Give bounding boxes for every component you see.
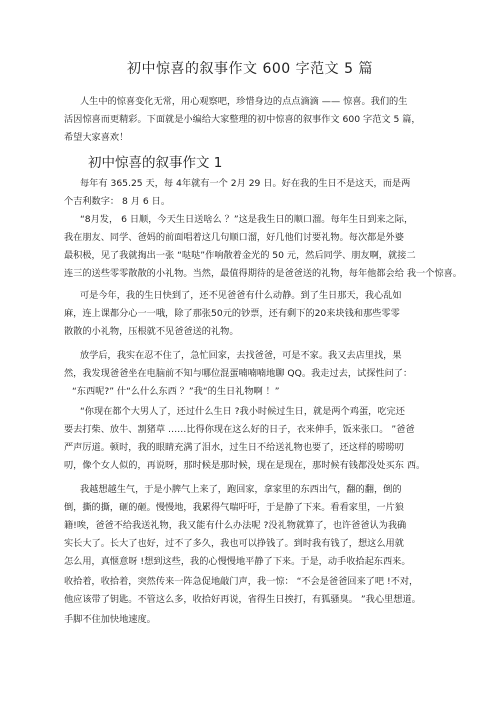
- body-line: 散散的小礼物，压根就不见爸爸送的礼物。: [64, 326, 239, 337]
- body-line: 手脚不住加快地速度。: [64, 614, 156, 625]
- body-line: 我在朋友、同学、爸妈的前面唱着这几句顺口溜，好几他们讨要礼物。每次都是外婆: [64, 232, 404, 243]
- intro-line: 人生中的惊喜变化无常，用心观察吧，珍惜身边的点点滴滴 —— 惊喜。我们的生: [80, 96, 408, 107]
- page-title: 初中惊喜的叙事作文 600 字范文 5 篇: [127, 61, 373, 77]
- body-line: 每年有 365.25 天，每 4年就有一个 2月 29 日。好在我的生日不是这天，而是两: [80, 178, 411, 189]
- body-line: 然，我发现爸爸坐在电脑前不知与哪位混蛋喃喃喃地聊 QQ。我走过去，试探性问了：: [64, 368, 413, 379]
- intro-line: 希望大家喜欢！: [64, 132, 129, 143]
- body-line: 怎么用，真惬意呀 !想到这些，我的心慢慢地平静了下来。于是，动手收拾起东西来。: [64, 556, 411, 567]
- body-line: 放学后，我实在忍不住了，急忙回家，去找爸爸，可是不家。我又去店里找，果: [80, 350, 402, 361]
- body-line: 倒，撕的撕，砸的砸。慢慢地，我累得气喘吁吁，于是静了下来。看看家里，一片狼: [64, 502, 404, 513]
- section-title: 初中惊喜的叙事作文 1: [88, 155, 223, 171]
- body-line: “8月发， 6 日顺，今天生日送啥么 ？”这是我生日的顺口溜。每年生日到来之际，: [80, 214, 414, 225]
- body-line: “东西呢?” 什“么什么东西 ？”我“的生日礼物啊 ！”: [72, 386, 280, 397]
- body-line: 实长大了。长大了也好，过不了多久，我也可以挣钱了。到时我有钱了，想这么用就: [64, 538, 404, 549]
- body-line: 叨，像个女人似的，再说呀，那时候是那时候，现在是现在，那时候有钱都没处买东 西。: [64, 460, 426, 471]
- body-line: 我越想越生气，于是小脾气上来了，跑回家，拿家里的东西出气，翻的翻，倒的: [80, 484, 402, 495]
- body-line: 要去打柴、放牛、割猪草 ……比得你现在这么好的日子，衣来伸手，饭来张口。 ”爸爸: [64, 424, 415, 435]
- intro-line: 活因惊喜而更精彩。下面就是小编给大家整理的初中惊喜的叙事作文 600 字范文 5 篇，: [64, 114, 421, 125]
- body-line: 收拾着，收拾着，突然传来一阵急促地敲门声，我一惊： “不会是爸爸回来了吧 !不对，: [64, 576, 419, 587]
- body-line: 他应该带了钥匙。不管这么多，收拾好再说，省得生日挨打，有狐骚臭。 ”我心里想道。: [64, 594, 421, 605]
- body-line: 严声厉道。顿时，我的眼睛充满了泪水，过生日不给送礼物也要了，还这样的唠唠叨: [64, 442, 404, 453]
- body-line: 籍!唉，爸爸不给我送礼物，我又能有什么办法呢 ?没礼物就算了，也许爸爸认为我确: [64, 520, 407, 531]
- body-line: 个吉利数字： 8 月 6 日。: [64, 196, 171, 207]
- body-line: 麻，连上课都分心一一哦，除了那张50元的钞票，还有剩下的20来块钱和那些零零: [64, 308, 400, 319]
- body-line: 连三的送些零零散散的小礼物。当然，最值得期待的是爸爸送的礼物，每年他都会给 我一个惊喜。: [64, 268, 462, 279]
- body-line: “你现在都个大男人了，还过什么生日 ?我小时候过生日，就是两个鸡蛋，吃完还: [80, 406, 405, 417]
- body-line: 可是今年，我的生日快到了，还不见爸爸有什么动静。到了生日那天，我心乱如: [80, 290, 402, 301]
- body-line: 最积极，见了我就掏出一张 “哒哒”作响散着金光的 50 元，然后同学、朋友啊，就接二: [64, 250, 416, 261]
